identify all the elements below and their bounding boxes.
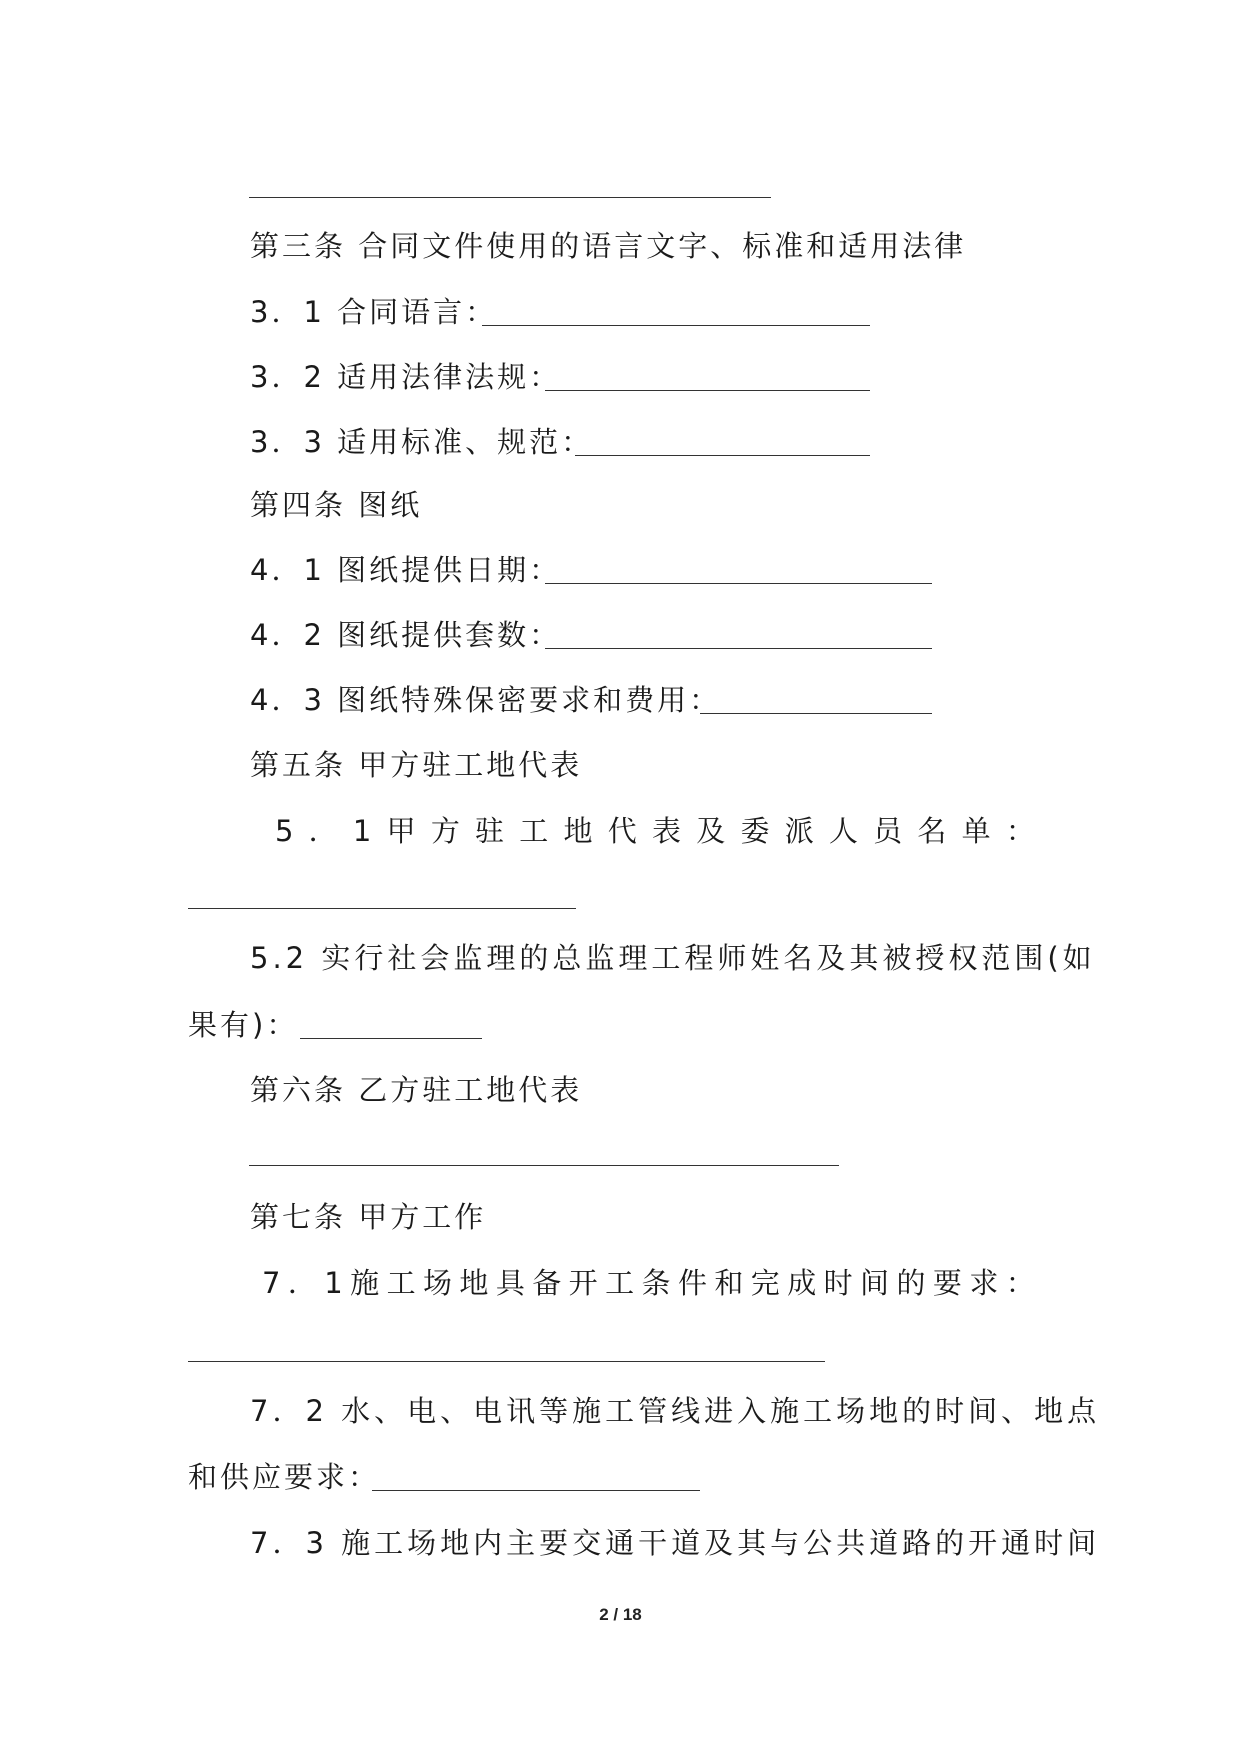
clause-5-2-cont: 果有)： [188, 1008, 299, 1042]
blank-line [545, 390, 870, 391]
clause-4-2: 4．2 图纸提供套数： [250, 618, 562, 652]
spaced-char: 单 [961, 814, 991, 848]
clause-7-3: 7．3 施工场地内主要交通干道及其与公共道路的开通时间 [250, 1526, 1101, 1560]
spaced-char: 1 [352, 814, 372, 848]
spaced-char: 地 [563, 814, 593, 848]
spaced-char: 员 [873, 814, 903, 848]
clause-7-2-cont: 和供应要求： [188, 1460, 381, 1494]
spaced-char: 表 [651, 814, 681, 848]
blank-line [249, 1165, 839, 1166]
spaced-char: 工 [605, 1266, 635, 1300]
spaced-char: 场 [422, 1266, 452, 1300]
spaced-char: 施 [350, 1266, 380, 1300]
spaced-char: ． [287, 1266, 317, 1300]
clause-3-1: 3．1 合同语言： [250, 295, 498, 329]
article-6-heading: 第六条 乙方驻工地代表 [250, 1073, 583, 1107]
spaced-char: 驻 [475, 814, 505, 848]
clause-4-1: 4．1 图纸提供日期： [250, 553, 562, 587]
page-number: 2 / 18 [599, 1605, 642, 1624]
spaced-char: 工 [519, 814, 549, 848]
spaced-char: 和 [714, 1266, 744, 1300]
spaced-char: 要 [932, 1266, 962, 1300]
spaced-char: 人 [828, 814, 858, 848]
blank-line [249, 197, 771, 198]
spaced-char: 件 [677, 1266, 707, 1300]
blank-line [545, 648, 932, 649]
spaced-char: 成 [787, 1266, 817, 1300]
article-4-heading: 第四条 图纸 [250, 488, 423, 522]
blank-line [575, 455, 870, 456]
blank-line [545, 583, 932, 584]
spaced-char: 开 [568, 1266, 598, 1300]
blank-line [188, 908, 576, 909]
blank-line [188, 1361, 825, 1362]
spaced-char: 具 [495, 1266, 525, 1300]
blank-line [300, 1038, 482, 1039]
spaced-char: 求 [969, 1266, 999, 1300]
spaced-char: 及 [696, 814, 726, 848]
spaced-char: 7 [262, 1266, 281, 1300]
clause-5-1 [275, 813, 1035, 849]
article-7-heading: 第七条 甲方工作 [250, 1200, 487, 1234]
clause-7-2: 7．2 水、电、电讯等施工管线进入施工场地的时间、地点 [250, 1394, 1101, 1428]
spaced-char: 备 [532, 1266, 562, 1300]
spaced-char: 派 [784, 814, 814, 848]
spaced-char: ． [308, 814, 338, 848]
spaced-char: 完 [750, 1266, 780, 1300]
clause-7-1 [262, 1265, 1035, 1301]
spaced-char: 5 [275, 814, 294, 848]
article-5-heading: 第五条 甲方驻工地代表 [250, 748, 583, 782]
blank-line [700, 713, 932, 714]
spaced-char: 时 [823, 1266, 853, 1300]
spaced-char: ： [1005, 1266, 1035, 1300]
spaced-char: 间 [860, 1266, 890, 1300]
spaced-char: 名 [917, 814, 947, 848]
spaced-char: 的 [896, 1266, 926, 1300]
spaced-char: 甲 [386, 814, 416, 848]
spaced-char: 代 [607, 814, 637, 848]
blank-line [482, 325, 870, 326]
clause-3-3: 3．3 适用标准、规范： [250, 425, 594, 459]
spaced-char: ： [1005, 814, 1035, 848]
spaced-char: 委 [740, 814, 770, 848]
spaced-char: 方 [430, 814, 460, 848]
spaced-char: 工 [386, 1266, 416, 1300]
spaced-char: 地 [459, 1266, 489, 1300]
article-3-heading: 第三条 合同文件使用的语言文字、标准和适用法律 [250, 229, 967, 263]
spaced-char: 1 [324, 1266, 343, 1300]
clause-4-3: 4．3 图纸特殊保密要求和费用： [250, 683, 722, 717]
clause-3-2: 3．2 适用法律法规： [250, 360, 562, 394]
clause-5-2: 5.2 实行社会监理的总监理工程师姓名及其被授权范围(如 [250, 941, 1096, 975]
blank-line [372, 1490, 700, 1491]
spaced-char: 条 [641, 1266, 671, 1300]
